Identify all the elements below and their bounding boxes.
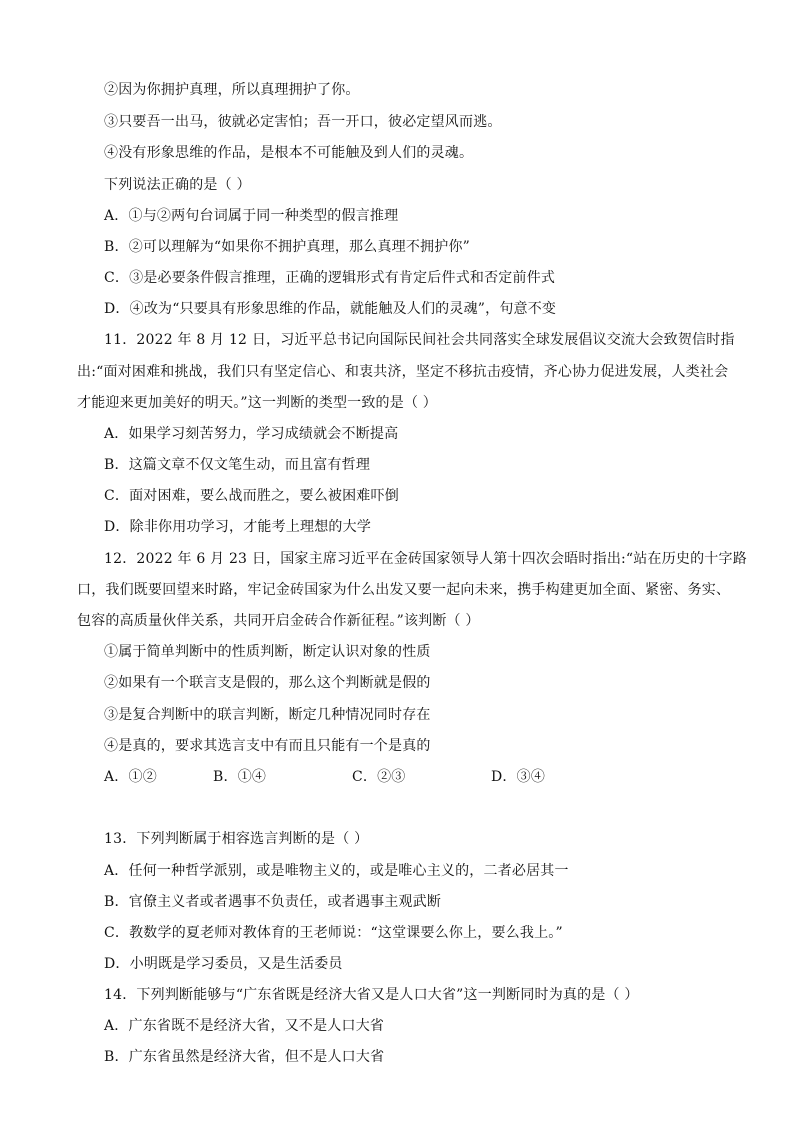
q14-stem: 14．下列判断能够与“广东省既是经济大省又是人口大省”这一判断同时为真的是（ ） (104, 987, 639, 1003)
q11-option-d[interactable]: D．除非你用功学习，才能考上理想的大学 (104, 519, 372, 535)
q12-statement-3: ③是复合判断中的联言判断，断定几种情况同时存在 (104, 707, 431, 723)
q13-option-d[interactable]: D．小明既是学习委员，又是生活委员 (104, 956, 343, 972)
q11-stem-line-2: 出:“面对困难和挑战，我们只有坚定信心、和衷共济，坚定不移抗击疫情，齐心协力促进发展，人类社会 (77, 364, 729, 380)
q12-stem-line-1: 12．2022 年 6 月 23 日，国家主席习近平在金砖国家领导人第十四次会晤时指出:“站在历史的十字路 (104, 551, 747, 567)
q11-stem-line-1: 11．2022 年 8 月 12 日，习近平总书记向国际民间社会共同落实全球发展倡议交流大会致贺信时指 (104, 332, 735, 348)
q14-option-b[interactable]: B．广东省虽然是经济大省，但不是人口大省 (104, 1049, 385, 1065)
q12-statement-4: ④是真的，要求其选言支中有而且只能有一个是真的 (104, 738, 431, 754)
q12-choice-c[interactable]: C．②③ (352, 769, 406, 785)
q13-option-c[interactable]: C．教数学的夏老师对教体育的王老师说：“这堂课要么你上，要么我上。” (104, 925, 563, 941)
q12-stem-line-3: 包容的高质量伙伴关系，共同开启金砖合作新征程。”该判断（ ） (77, 613, 480, 629)
q12-choice-d[interactable]: D．③④ (491, 769, 546, 785)
q11-option-c[interactable]: C．面对困难，要么战而胜之，要么被困难吓倒 (104, 488, 399, 504)
q10-option-c[interactable]: C．③是必要条件假言推理，正确的逻辑形式有肯定后件式和否定前件式 (104, 270, 556, 286)
q11-stem-line-3: 才能迎来更加美好的明天。”这一判断的类型一致的是（ ） (77, 395, 438, 411)
q10-option-d[interactable]: D．④改为“只要具有形象思维的作品，就能触及人们的灵魂”，句意不变 (104, 301, 557, 317)
q13-stem: 13．下列判断属于相容选言判断的是（ ） (104, 831, 369, 847)
q14-option-a[interactable]: A．广东省既不是经济大省，又不是人口大省 (104, 1018, 385, 1034)
q12-stem-line-2: 口，我们既要回望来时路，牢记金砖国家为什么出发又要一起向未来，携手构建更加全面、紧密、务实、 (77, 582, 731, 598)
q10-option-a[interactable]: A．①与②两句台词属于同一种类型的假言推理 (104, 208, 399, 224)
q10-prompt: 下列说法正确的是（ ） (104, 177, 251, 193)
q12-statement-2: ②如果有一个联言支是假的，那么这个判断就是假的 (104, 675, 431, 691)
q12-choice-b[interactable]: B．①④ (213, 769, 267, 785)
q10-statement-2: ②因为你拥护真理，所以真理拥护了你。 (104, 82, 360, 98)
q10-statement-4: ④没有形象思维的作品，是根本不可能触及到人们的灵魂。 (104, 145, 474, 161)
q12-choices-row (0, 767, 794, 787)
q12-choice-a[interactable]: A．①② (104, 769, 157, 785)
q10-statement-3: ③只要吾一出马，彼就必定害怕；吾一开口，彼必定望风而逃。 (104, 114, 502, 130)
q11-option-a[interactable]: A．如果学习刻苦努力，学习成绩就会不断提高 (104, 426, 399, 442)
q10-option-b[interactable]: B．②可以理解为“如果你不拥护真理，那么真理不拥护你” (104, 239, 471, 255)
q13-option-a[interactable]: A．任何一种哲学派别，或是唯物主义的，或是唯心主义的，二者必居其一 (104, 863, 569, 879)
q11-option-b[interactable]: B．这篇文章不仅文笔生动，而且富有哲理 (104, 457, 371, 473)
q12-statement-1: ①属于简单判断中的性质判断，断定认识对象的性质 (104, 644, 431, 660)
q13-option-b[interactable]: B．官僚主义者或者遇事不负责任，或者遇事主观武断 (104, 894, 442, 910)
